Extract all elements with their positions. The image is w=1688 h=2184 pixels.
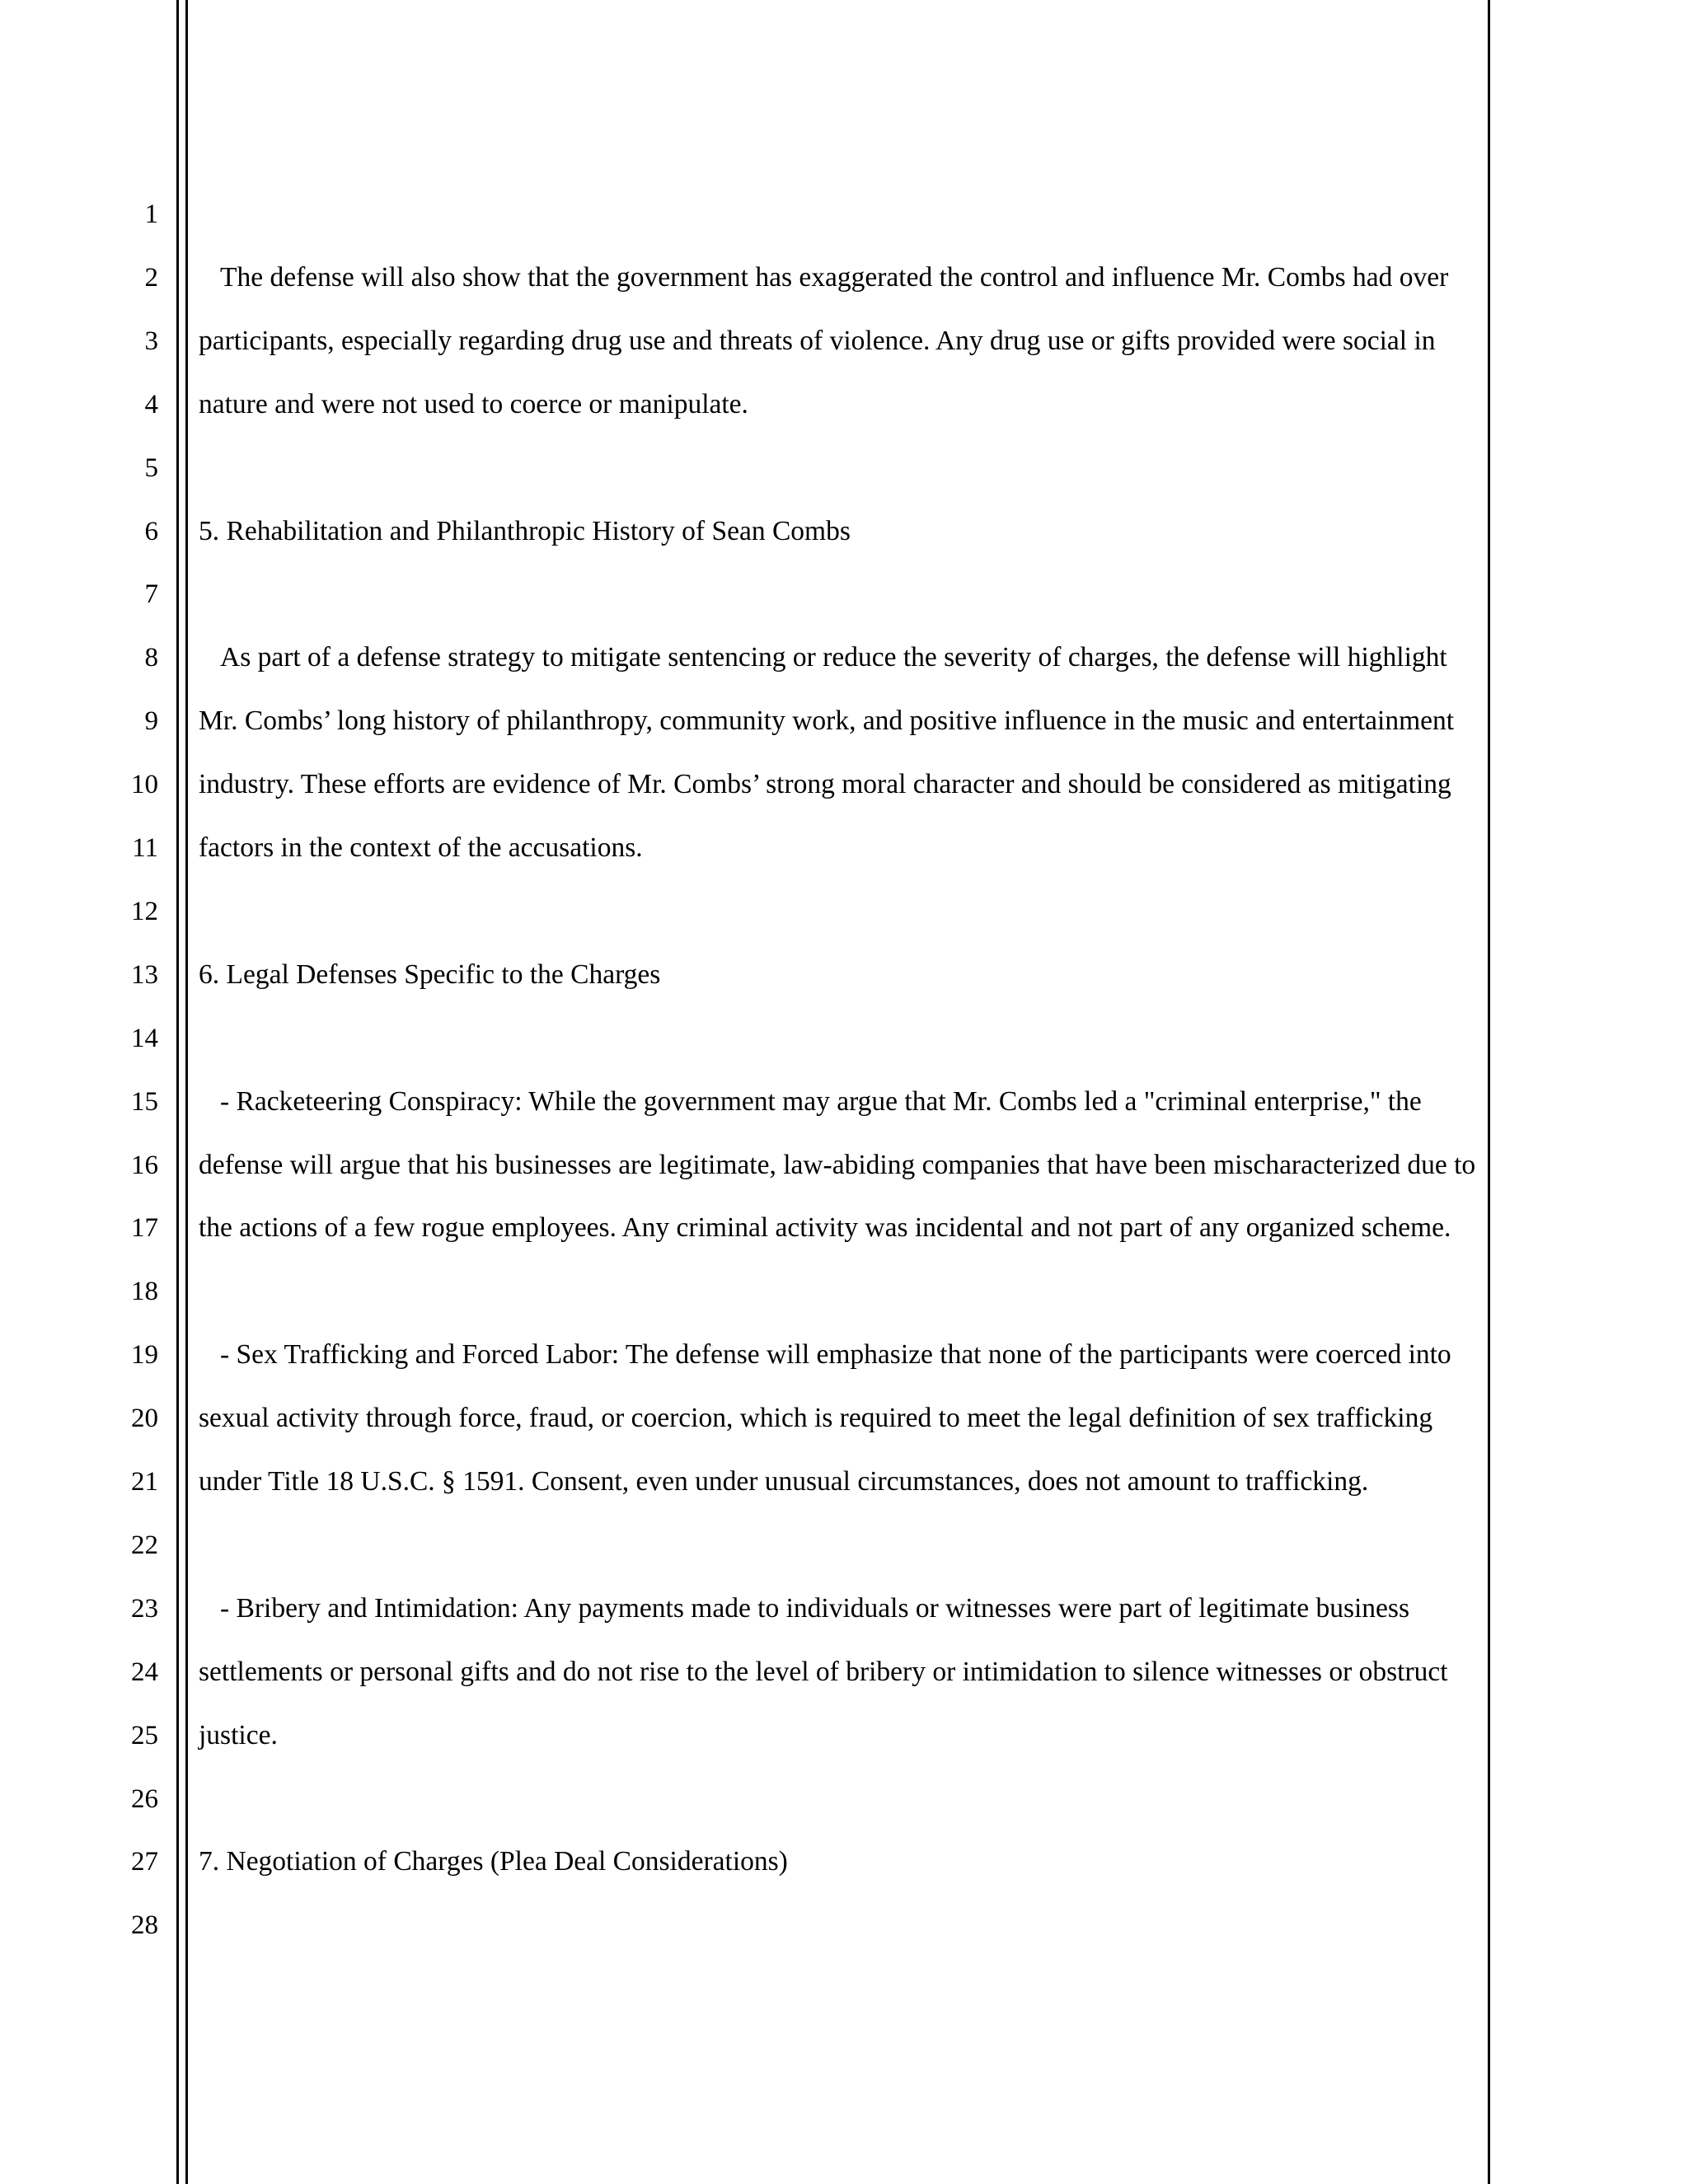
line-number: 10 xyxy=(131,770,158,800)
line-number: 27 xyxy=(131,1847,158,1877)
document-body xyxy=(199,0,1484,2184)
line-number: 22 xyxy=(131,1530,158,1560)
line-number: 7 xyxy=(144,579,158,610)
line-number: 18 xyxy=(131,1277,158,1307)
right-margin-rule xyxy=(1488,0,1490,2184)
line-number: 21 xyxy=(131,1467,158,1497)
line-number: 14 xyxy=(131,1023,158,1053)
line-number: 19 xyxy=(131,1340,158,1371)
text-line: justice. xyxy=(199,1719,278,1750)
text-line: - Racketeering Conspiracy: While the government may argue that Mr. Combs led a "criminal enterprise," the xyxy=(220,1085,1422,1117)
line-number: 3 xyxy=(144,326,158,356)
text-line: - Bribery and Intimidation: Any payments made to individuals or witnesses were part of legitimate business xyxy=(220,1592,1410,1624)
line-number: 4 xyxy=(144,389,158,419)
left-margin-rule-outer xyxy=(176,0,179,2184)
line-number: 1 xyxy=(144,199,158,229)
text-line: settlements or personal gifts and do not rise to the level of bribery or intimidation to silence witnesses or obstruct xyxy=(199,1656,1448,1687)
line-number: 11 xyxy=(132,833,158,863)
line-number: 24 xyxy=(131,1657,158,1687)
line-number: 28 xyxy=(131,1910,158,1941)
text-line: participants, especially regarding drug use and threats of violence. Any drug use or gifts provided were social in xyxy=(199,325,1436,356)
line-number: 12 xyxy=(131,896,158,926)
line-number: 2 xyxy=(144,262,158,293)
text-line: Mr. Combs’ long history of philanthropy, community work, and positive influence in the music and entertainment xyxy=(199,705,1455,737)
text-line: - Sex Trafficking and Forced Labor: The defense will emphasize that none of the participants were coerced into xyxy=(220,1339,1451,1371)
text-line: The defense will also show that the government has exaggerated the control and influence Mr. Combs had over xyxy=(220,261,1449,293)
text-line: 6. Legal Defenses Specific to the Charges xyxy=(199,958,661,990)
text-line: under Title 18 U.S.C. § 1591. Consent, even under unusual circumstances, does not amount to trafficking. xyxy=(199,1466,1369,1497)
left-margin-rule-inner xyxy=(185,0,188,2184)
line-number-column xyxy=(0,0,165,2184)
line-number: 23 xyxy=(131,1593,158,1624)
text-line: industry. These efforts are evidence of Mr. Combs’ strong moral character and should be considered as mitigating xyxy=(199,769,1451,800)
line-number: 13 xyxy=(131,959,158,990)
line-number: 26 xyxy=(131,1783,158,1814)
text-line: factors in the context of the accusations. xyxy=(199,832,643,863)
text-line: 7. Negotiation of Charges (Plea Deal Considerations) xyxy=(199,1846,788,1877)
line-number: 20 xyxy=(131,1404,158,1434)
text-line: sexual activity through force, fraud, or coercion, which is required to meet the legal definition of sex trafficking xyxy=(199,1403,1433,1434)
line-number: 6 xyxy=(144,516,158,546)
line-number: 17 xyxy=(131,1213,158,1244)
text-line: the actions of a few rogue employees. Any criminal activity was incidental and not part of any organized scheme. xyxy=(199,1212,1451,1244)
line-number: 8 xyxy=(144,643,158,673)
text-line: 5. Rehabilitation and Philanthropic History of Sean Combs xyxy=(199,515,851,546)
text-line: defense will argue that his businesses are legitimate, law-abiding companies that have been mischaracterized due to xyxy=(199,1149,1476,1180)
line-number: 25 xyxy=(131,1720,158,1750)
text-line: As part of a defense strategy to mitigate sentencing or reduce the severity of charges, the defense will highlight xyxy=(220,642,1447,673)
line-number: 15 xyxy=(131,1086,158,1117)
line-number: 16 xyxy=(131,1150,158,1180)
line-number: 5 xyxy=(144,452,158,483)
line-number: 9 xyxy=(144,706,158,737)
text-line: nature and were not used to coerce or manipulate. xyxy=(199,388,748,419)
